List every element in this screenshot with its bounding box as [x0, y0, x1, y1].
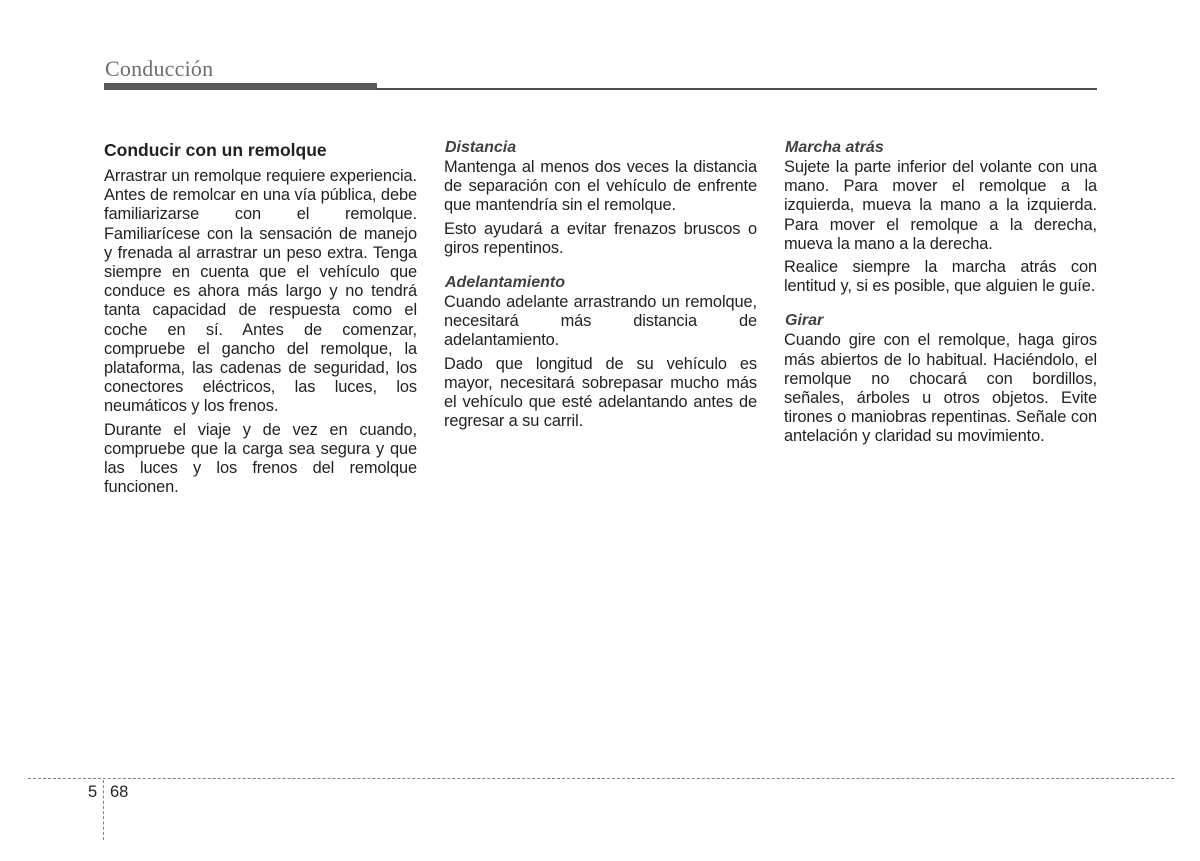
- paragraph: Cuando adelante arrastrando un remolque, necesitará más distancia de adelantamiento.: [444, 293, 757, 350]
- column-3: [784, 138, 1097, 451]
- paragraph: Esto ayudará a evitar frenazos bruscos o giros repentinos.: [444, 219, 757, 257]
- section-title-conducir-remolque: Conducir con un remolque: [104, 140, 327, 160]
- footer-dashed-rule: [28, 778, 1174, 779]
- page-header-title: Conducción: [105, 56, 214, 81]
- column-1: [104, 138, 417, 501]
- paragraph: Mantenga al menos dos veces la distancia de separación con el vehículo de enfrente que mantendría sin el remolque.: [444, 158, 757, 215]
- paragraph: Cuando gire con el remolque, haga giros más abiertos de lo habitual. Haciéndolo, el remolque no chocará con bordillos, señales, árboles u otros objetos. Evite tirones o maniobras repentinas. Señale con antelación y claridad su movimiento.: [784, 331, 1097, 446]
- subsection-title-marcha-atras: Marcha atrás: [785, 139, 884, 156]
- paragraph: Dado que longitud de su vehículo es mayor, necesitará sobrepasar mucho más el vehículo que esté adelantando antes de regresar a su carril.: [444, 354, 757, 431]
- paragraph: Durante el viaje y de vez en cuando, compruebe que la carga sea segura y que las luces y los frenos del remolque funcionen.: [104, 420, 417, 497]
- header-accent-bar: [104, 83, 377, 90]
- chapter-number: 5: [88, 783, 98, 801]
- paragraph: Sujete la parte inferior del volante con una mano. Para mover el remolque a la izquierda, mueva la mano a la izquierda. Para mover el remolque a la derecha, mueva la mano a la derecha.: [784, 158, 1097, 253]
- subsection-title-girar: Girar: [785, 312, 824, 330]
- paragraph: Realice siempre la marcha atrás con lentitud y, si es posible, que alguien le guíe.: [784, 258, 1097, 296]
- subsection-title-distancia: Distancia: [445, 139, 517, 156]
- page-number: 68: [110, 783, 129, 801]
- footer-dashed-divider: [103, 780, 104, 840]
- subsection-title-adelantamiento: Adelantamiento: [445, 274, 566, 292]
- column-2: [444, 138, 757, 435]
- paragraph: Arrastrar un remolque requiere experiencia. Antes de remolcar en una vía pública, debe familiarizarse con el remolque. Familiarícese con la sensación de manejo y frenada al arrastrar un peso extra. Tenga siempre en cuenta que el vehículo que conduce es ahora más largo y no tendrá tanta capacidad de respuesta como el coche en sí. Antes de comenzar, compruebe el gancho del remolque, la plataforma, las cadenas de seguridad, los conectores eléctricos, las luces, los neumáticos y los frenos.: [104, 167, 417, 416]
